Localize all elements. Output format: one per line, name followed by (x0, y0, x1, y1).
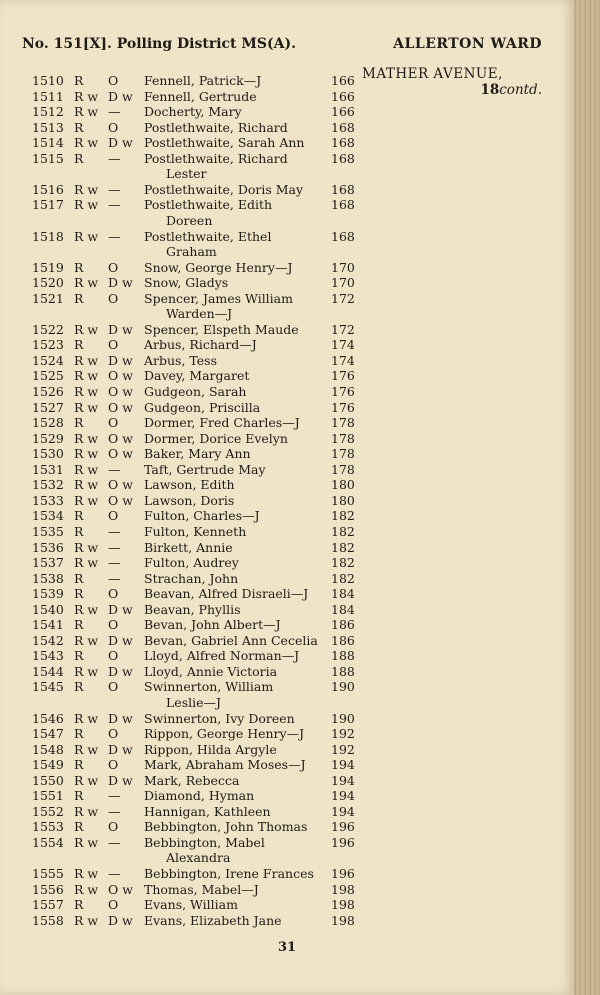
elector-name: Bebbington, Irene Frances (144, 866, 314, 882)
polling-district-label: No. 151[X]. Polling District MS(A). (22, 36, 296, 52)
house-number: 196 (331, 819, 355, 835)
elector-number: 1521 (32, 290, 64, 306)
qualification: R w (74, 275, 99, 291)
house-number: 182 (331, 508, 355, 524)
elector-number: 1552 (32, 803, 64, 819)
occupation-qualification: O w (108, 881, 133, 897)
elector-name: Swinnerton, Ivy Doreen (144, 710, 295, 726)
qualification: R (74, 570, 84, 586)
house-number: 168 (331, 197, 355, 213)
occupation-qualification: O (108, 757, 119, 773)
occupation-qualification: — (108, 523, 121, 539)
qualification: R (74, 73, 84, 88)
elector-number: 1553 (32, 819, 64, 835)
occupation-qualification: O (108, 508, 119, 524)
qualification: R w (74, 866, 99, 882)
elector-number: 1525 (32, 368, 64, 384)
house-number: 168 (331, 228, 355, 244)
elector-name: Gudgeon, Sarah (144, 384, 247, 399)
qualification: R w (74, 104, 99, 120)
house-number: 166 (331, 73, 355, 88)
street-name: MATHER AVENUE, (362, 66, 503, 82)
house-number: 192 (331, 726, 355, 742)
house-number: 192 (331, 741, 355, 757)
house-number: 184 (331, 601, 355, 617)
house-number: 194 (331, 772, 355, 788)
qualification: R w (74, 741, 99, 757)
elector-number: 1510 (32, 73, 64, 88)
house-number: 194 (331, 757, 355, 773)
elector-name: Bevan, Gabriel Ann Cecelia (144, 632, 318, 648)
elector-number: 1522 (32, 321, 64, 337)
qualification: R (74, 415, 84, 431)
occupation-qualification: O w (108, 492, 133, 508)
occupation-qualification: D w (108, 663, 133, 679)
qualification: R w (74, 632, 99, 648)
house-number: 196 (331, 834, 355, 850)
elector-number: 1517 (32, 197, 64, 213)
house-number: 176 (331, 399, 355, 415)
occupation-qualification: O w (108, 399, 133, 415)
house-number: 182 (331, 539, 355, 555)
house-number: 174 (331, 337, 355, 353)
occupation-qualification: O (108, 119, 119, 135)
house-number: 166 (331, 88, 355, 104)
elector-name-continued: Doreen (166, 212, 213, 228)
occupation-qualification: — (108, 181, 121, 197)
elector-number: 1532 (32, 477, 64, 493)
occupation-qualification: D w (108, 352, 133, 368)
qualification: R w (74, 492, 99, 508)
elector-name: Swinnerton, William (144, 679, 274, 695)
occupation-qualification: — (108, 539, 121, 555)
qualification: R (74, 523, 84, 539)
elector-name: Gudgeon, Priscilla (144, 399, 261, 415)
elector-name: Fulton, Audrey (144, 555, 239, 571)
elector-name: Taft, Gertrude May (144, 461, 266, 477)
house-number: 198 (331, 881, 355, 897)
qualification: R (74, 819, 84, 835)
elector-name-continued: Graham (166, 244, 217, 259)
house-number: 182 (331, 523, 355, 539)
qualification: R w (74, 135, 99, 151)
occupation-qualification: O (108, 897, 119, 913)
house-number: 194 (331, 788, 355, 804)
occupation-qualification: O (108, 73, 119, 88)
elector-name: Mark, Rebecca (144, 772, 240, 788)
page-edge (574, 0, 600, 995)
qualification: R (74, 119, 84, 135)
elector-number: 1512 (32, 104, 64, 120)
elector-name: Arbus, Tess (144, 352, 218, 368)
page-header (22, 36, 542, 56)
occupation-qualification: O (108, 415, 119, 431)
elector-name: Lawson, Edith (144, 477, 235, 493)
qualification: R (74, 757, 84, 773)
elector-number: 1516 (32, 181, 64, 197)
occupation-qualification: O w (108, 430, 133, 446)
occupation-qualification: O w (108, 368, 133, 384)
occupation-qualification: D w (108, 601, 133, 617)
elector-name: Davey, Margaret (144, 368, 250, 384)
elector-name: Birkett, Annie (144, 539, 233, 555)
house-number: 168 (331, 150, 355, 166)
elector-number: 1544 (32, 663, 64, 679)
occupation-qualification: D w (108, 632, 133, 648)
qualification: R w (74, 399, 99, 415)
elector-name: Rippon, George Henry—J (144, 726, 305, 742)
elector-name: Lloyd, Annie Victoria (144, 663, 278, 679)
house-number: 194 (331, 803, 355, 819)
house-number: 168 (331, 119, 355, 135)
house-number: 178 (331, 446, 355, 462)
elector-number: 1531 (32, 461, 64, 477)
qualification: R w (74, 321, 99, 337)
elector-name: Postlethwaite, Sarah Ann (144, 135, 305, 151)
qualification: R (74, 586, 84, 602)
elector-name: Snow, George Henry—J (144, 259, 293, 275)
house-number: 198 (331, 897, 355, 913)
elector-name: Docherty, Mary (144, 104, 242, 120)
elector-number: 1545 (32, 679, 64, 695)
occupation-qualification: — (108, 570, 121, 586)
house-number: 188 (331, 663, 355, 679)
elector-name: Postlethwaite, Doris May (144, 181, 304, 197)
qualification: R w (74, 352, 99, 368)
elector-name: Bebbington, John Thomas (144, 819, 308, 835)
house-number: 176 (331, 384, 355, 399)
qualification: R w (74, 461, 99, 477)
qualification: R w (74, 477, 99, 493)
street-continued-text: contd. (499, 82, 542, 98)
qualification: R (74, 337, 84, 353)
elector-number: 1540 (32, 601, 64, 617)
elector-number: 1529 (32, 430, 64, 446)
elector-name-continued: Warden—J (166, 306, 233, 322)
qualification: R w (74, 446, 99, 462)
street-continued (362, 82, 542, 98)
qualification: R w (74, 181, 99, 197)
occupation-qualification: O (108, 617, 119, 633)
occupation-qualification: D w (108, 710, 133, 726)
elector-name: Fennell, Patrick—J (144, 73, 262, 88)
qualification: R w (74, 197, 99, 213)
occupation-qualification: — (108, 555, 121, 571)
elector-number: 1536 (32, 539, 64, 555)
house-number: 190 (331, 710, 355, 726)
elector-number: 1556 (32, 881, 64, 897)
elector-number: 1541 (32, 617, 64, 633)
elector-name: Beavan, Phyllis (144, 601, 241, 617)
elector-number: 1524 (32, 352, 64, 368)
house-number: 168 (331, 181, 355, 197)
house-number: 172 (331, 321, 355, 337)
qualification: R w (74, 601, 99, 617)
elector-number: 1543 (32, 648, 64, 664)
house-number: 182 (331, 555, 355, 571)
qualification: R w (74, 88, 99, 104)
elector-number: 1520 (32, 275, 64, 291)
house-number: 190 (331, 679, 355, 695)
occupation-qualification: O (108, 819, 119, 835)
street-continued-number: 18 (480, 82, 500, 98)
elector-name: Lloyd, Alfred Norman—J (144, 648, 300, 664)
occupation-qualification: O w (108, 477, 133, 493)
qualification: R w (74, 539, 99, 555)
elector-number: 1547 (32, 726, 64, 742)
house-number: 180 (331, 492, 355, 508)
elector-name: Dormer, Fred Charles—J (144, 415, 300, 431)
house-number: 178 (331, 430, 355, 446)
elector-name: Postlethwaite, Ethel (144, 228, 272, 244)
house-number: 176 (331, 368, 355, 384)
elector-name: Evans, Elizabeth Jane (144, 912, 282, 928)
house-number: 170 (331, 259, 355, 275)
house-number: 188 (331, 648, 355, 664)
occupation-qualification: O (108, 337, 119, 353)
elector-name: Fulton, Kenneth (144, 523, 247, 539)
page-number: 31 (277, 940, 297, 955)
qualification: R (74, 150, 84, 166)
elector-number: 1533 (32, 492, 64, 508)
occupation-qualification: D w (108, 135, 133, 151)
elector-number: 1555 (32, 866, 64, 882)
house-number: 180 (331, 477, 355, 493)
qualification: R w (74, 555, 99, 571)
occupation-qualification: — (108, 803, 121, 819)
occupation-qualification: O w (108, 384, 133, 399)
qualification: R (74, 648, 84, 664)
elector-name: Hannigan, Kathleen (144, 803, 271, 819)
elector-number: 1527 (32, 399, 64, 415)
occupation-qualification: O (108, 290, 119, 306)
elector-name: Spencer, James William (144, 290, 293, 306)
house-number: 172 (331, 290, 355, 306)
elector-number: 1558 (32, 912, 64, 928)
qualification: R (74, 290, 84, 306)
elector-number: 1538 (32, 570, 64, 586)
qualification: R w (74, 663, 99, 679)
elector-name: Mark, Abraham Moses—J (144, 757, 306, 773)
occupation-qualification: D w (108, 772, 133, 788)
occupation-qualification: O (108, 726, 119, 742)
qualification: R w (74, 803, 99, 819)
qualification: R (74, 897, 84, 913)
house-number: 170 (331, 275, 355, 291)
elector-name: Postlethwaite, Richard (144, 119, 288, 135)
qualification: R w (74, 368, 99, 384)
qualification: R (74, 726, 84, 742)
elector-name-continued: Leslie—J (166, 694, 222, 710)
elector-name: Fennell, Gertrude (144, 88, 257, 104)
elector-number: 1551 (32, 788, 64, 804)
elector-number: 1519 (32, 259, 64, 275)
qualification: R w (74, 772, 99, 788)
elector-number: 1523 (32, 337, 64, 353)
elector-name: Lawson, Doris (144, 492, 235, 508)
occupation-qualification: — (108, 104, 121, 120)
elector-name: Fulton, Charles—J (144, 508, 260, 524)
qualification: R w (74, 710, 99, 726)
qualification: R (74, 508, 84, 524)
elector-name: Diamond, Hyman (144, 788, 255, 804)
occupation-qualification: — (108, 228, 121, 244)
elector-number: 1539 (32, 586, 64, 602)
qualification: R w (74, 881, 99, 897)
elector-number: 1548 (32, 741, 64, 757)
elector-name: Beavan, Alfred Disraeli—J (144, 586, 309, 602)
qualification: R w (74, 912, 99, 928)
elector-number: 1549 (32, 757, 64, 773)
elector-number: 1546 (32, 710, 64, 726)
occupation-qualification: O (108, 648, 119, 664)
occupation-qualification: O w (108, 446, 133, 462)
elector-number: 1550 (32, 772, 64, 788)
house-number: 198 (331, 912, 355, 928)
elector-number: 1514 (32, 135, 64, 151)
occupation-qualification: — (108, 788, 121, 804)
occupation-qualification: — (108, 866, 121, 882)
house-number: 184 (331, 586, 355, 602)
elector-number: 1530 (32, 446, 64, 462)
occupation-qualification: — (108, 150, 121, 166)
occupation-qualification: D w (108, 321, 133, 337)
occupation-qualification: D w (108, 741, 133, 757)
elector-name: Rippon, Hilda Argyle (144, 741, 277, 757)
elector-name: Spencer, Elspeth Maude (144, 321, 299, 337)
elector-name-continued: Alexandra (166, 850, 231, 866)
house-number: 182 (331, 570, 355, 586)
elector-name: Postlethwaite, Richard (144, 150, 288, 166)
occupation-qualification: O (108, 586, 119, 602)
qualification: R w (74, 228, 99, 244)
elector-number: 1542 (32, 632, 64, 648)
elector-number: 1554 (32, 834, 64, 850)
elector-number: 1528 (32, 415, 64, 431)
ward-title: ALLERTON WARD (393, 36, 542, 52)
elector-number: 1557 (32, 897, 64, 913)
occupation-qualification: — (108, 197, 121, 213)
occupation-qualification: O (108, 679, 119, 695)
elector-name: Bevan, John Albert—J (144, 617, 281, 633)
occupation-qualification: — (108, 461, 121, 477)
occupation-qualification: D w (108, 912, 133, 928)
elector-number: 1535 (32, 523, 64, 539)
elector-number: 1526 (32, 384, 64, 399)
elector-name: Evans, William (144, 897, 238, 913)
qualification: R w (74, 834, 99, 850)
house-number: 186 (331, 632, 355, 648)
elector-name: Postlethwaite, Edith (144, 197, 273, 213)
street-heading (362, 66, 542, 98)
elector-name: Arbus, Richard—J (144, 337, 257, 353)
house-number: 186 (331, 617, 355, 633)
elector-number: 1534 (32, 508, 64, 524)
qualification: R (74, 679, 84, 695)
qualification: R w (74, 430, 99, 446)
elector-number: 1511 (32, 88, 64, 104)
elector-name: Thomas, Mabel—J (144, 881, 259, 897)
house-number: 174 (331, 352, 355, 368)
elector-name: Strachan, John (144, 570, 239, 586)
elector-number: 1515 (32, 150, 64, 166)
elector-number: 1518 (32, 228, 64, 244)
elector-name: Snow, Gladys (144, 275, 229, 291)
elector-name: Dormer, Dorice Evelyn (144, 430, 288, 446)
qualification: R w (74, 384, 99, 399)
house-number: 196 (331, 866, 355, 882)
elector-number: 1513 (32, 119, 64, 135)
qualification: R (74, 259, 84, 275)
elector-number: 1537 (32, 555, 64, 571)
occupation-qualification: D w (108, 275, 133, 291)
qualification: R (74, 617, 84, 633)
occupation-qualification: O (108, 259, 119, 275)
occupation-qualification: — (108, 834, 121, 850)
qualification: R (74, 788, 84, 804)
house-number: 178 (331, 461, 355, 477)
house-number: 168 (331, 135, 355, 151)
house-number: 178 (331, 415, 355, 431)
elector-name: Bebbington, Mabel (144, 834, 265, 850)
house-number: 166 (331, 104, 355, 120)
occupation-qualification: D w (108, 88, 133, 104)
elector-name-continued: Lester (166, 166, 207, 182)
elector-name: Baker, Mary Ann (144, 446, 251, 462)
